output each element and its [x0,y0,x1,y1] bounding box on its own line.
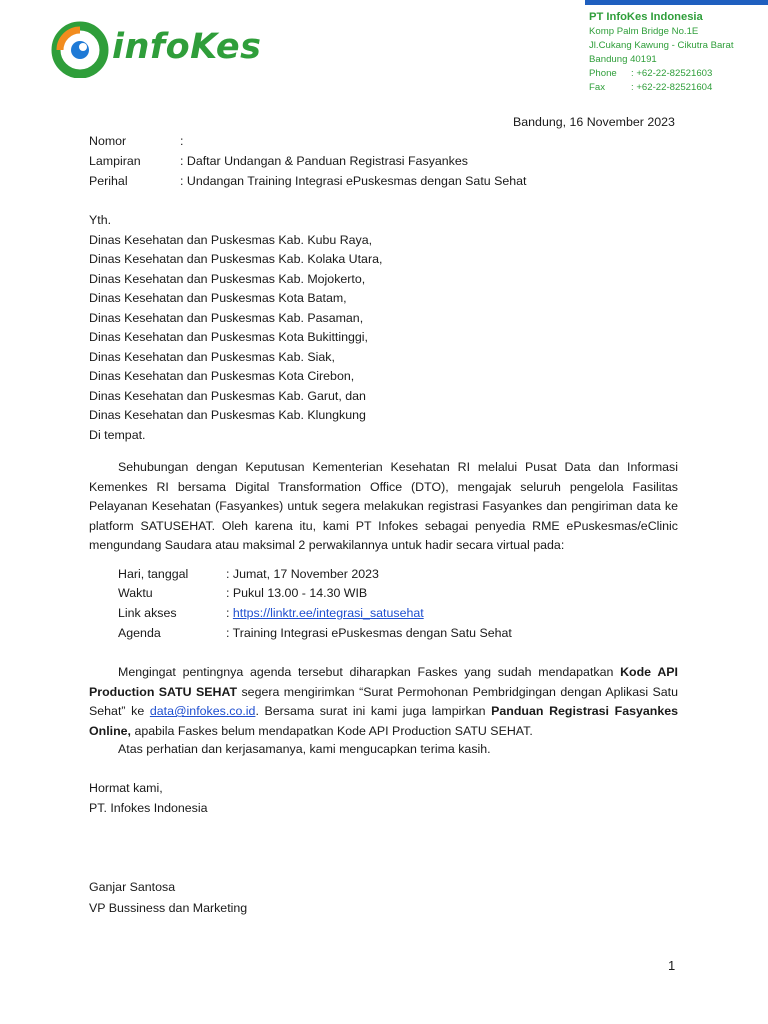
page-number: 1 [668,958,676,973]
phone-line [589,67,759,81]
recipient: Dinas Kesehatan dan Puskesmas Kab. Kubu Raya, [89,233,373,247]
regards: Hormat kami, [89,781,163,795]
fax-label: Fax [589,82,605,93]
phone-value: : +62-22-82521603 [631,68,713,79]
recipient: Dinas Kesehatan dan Puskesmas Kota Batam, [89,291,347,305]
event-label-link: Link akses [118,606,177,620]
meta-label-lampiran: Lampiran [89,154,141,168]
recipient: Dinas Kesehatan dan Puskesmas Kab. Garut, dan [89,389,366,403]
address-line: Bandung 40191 [589,54,657,65]
infokes-logo [50,20,260,76]
regards-company: PT. Infokes Indonesia [89,801,208,815]
logo-wordmark: infoKes [112,27,262,67]
meta-label-nomor: Nomor [89,134,127,148]
company-name: PT InfoKes Indonesia [589,11,703,23]
fax-value: : +62-22-82521604 [631,82,713,93]
place-line: Di tempat. [89,428,146,442]
api-code-highlight: Kode API Production SATU SEHAT [89,665,678,699]
event-label-agenda: Agenda [118,626,161,640]
event-value-link: : https://linktr.ee/integrasi_satusehat [226,606,424,620]
intro-paragraph: Sehubungan dengan Keputusan Kementerian Kesehatan RI melalui Pusat Data dan Informasi Kemenkes RI bersama Digital Transformation Office (DTO), mengajak seluruh pengelola Fasilitas Pelayanan Kesehatan (Fasyankes) untuk segera melakukan registrasi Fasyankes dan pengiriman data ke platform SATUSEHAT. Oleh karena itu, kami PT Infokes sebagai penyedia RME ePuskesmas/eClinic mengundang Saudara atau maksimal 2 perwakilannya untuk hadir secara virtual pada: [89,460,678,553]
meta-label-perihal: Perihal [89,174,128,188]
recipient: Dinas Kesehatan dan Puskesmas Kab. Klungkung [89,408,366,422]
signer-title: VP Bussiness dan Marketing [89,901,248,915]
event-value-time: : Pukul 13.00 - 14.30 WIB [226,586,368,600]
meta-value-perihal: : Undangan Training Integrasi ePuskesmas dengan Satu Sehat [180,174,527,188]
salutation: Yth. [89,213,112,227]
signer-name: Ganjar Santosa [89,880,176,894]
place-date: Bandung, 16 November 2023 [513,115,675,129]
header-accent-bar [585,0,768,5]
company-info [589,10,759,95]
meta-value-lampiran: : Daftar Undangan & Panduan Registrasi Fasyankes [180,154,468,168]
closing-line: Atas perhatian dan kerjasamanya, kami mengucapkan terima kasih. [118,742,491,756]
event-label-date: Hari, tanggal [118,567,189,581]
event-label-time: Waktu [118,586,153,600]
event-value-date: : Jumat, 17 November 2023 [226,567,379,581]
access-link[interactable]: https://linktr.ee/integrasi_satusehat [232,606,424,620]
email-link[interactable]: data@infokes.co.id [149,704,256,719]
request-paragraph: Mengingat pentingnya agenda tersebut diharapkan Faskes yang sudah mendapatkan Kode API Production SATU SEHAT segera mengirimkan “Surat Permohonan Pembridgingan dengan Aplikasi Satu Sehat” ke data@infokes.co.id. Bersama surat ini kami juga lampirkan Panduan Registrasi Fasyankes Online, apabila Faskes belum mendapatkan Kode API Production SATU SEHAT. [89,665,678,738]
recipient: Dinas Kesehatan dan Puskesmas Kab. Siak, [89,350,335,364]
recipient: Dinas Kesehatan dan Puskesmas Kab. Pasaman, [89,311,364,325]
recipient: Dinas Kesehatan dan Puskesmas Kota Cirebon, [89,369,355,383]
event-value-agenda: : Training Integrasi ePuskesmas dengan Satu Sehat [226,626,512,640]
guide-highlight: Panduan Registrasi Fasyankes Online, [89,704,678,738]
address-line: Jl.Cukang Kawung - Cikutra Barat [589,40,734,51]
recipient: Dinas Kesehatan dan Puskesmas Kota Bukittinggi, [89,330,368,344]
fax-line [589,81,759,95]
infokes-logo-icon [50,20,114,78]
meta-value-nomor: : [180,134,184,148]
recipient: Dinas Kesehatan dan Puskesmas Kab. Kolaka Utara, [89,252,383,266]
address-line: Komp Palm Bridge No.1E [589,26,699,37]
recipient: Dinas Kesehatan dan Puskesmas Kab. Mojokerto, [89,272,366,286]
phone-label: Phone [589,68,617,79]
